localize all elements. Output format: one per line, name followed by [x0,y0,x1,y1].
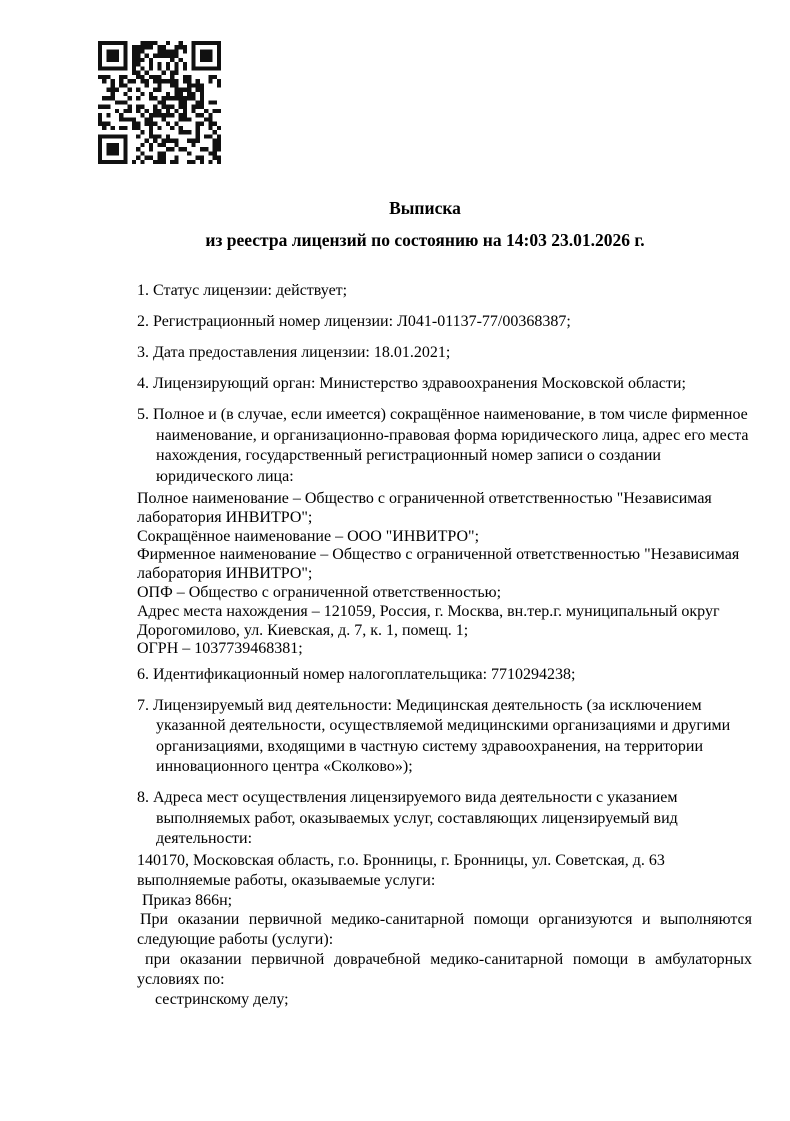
document-title: Выписка [389,198,461,218]
text-line: деятельности: [156,830,253,848]
document-body [137,0,752,1009]
text-line: лаборатория ИНВИТРО"; [137,565,313,583]
text-line: условиях по: [137,970,225,988]
text-line: указанной деятельности, осуществляемой медицинскими организациями и другими [156,717,731,735]
text-line: 1. Статус лицензии: действует; [137,282,348,299]
licensing-authority-item [137,374,752,395]
registration-number-item [137,312,752,333]
grant-date-item [137,343,752,364]
text-line: нахождения, государственный регистрационный номер записи о создании [156,447,661,464]
nursing-service: сестринскому делу; [155,990,289,1008]
activity-addresses-item [137,788,752,850]
text-line: 8. Адреса мест осуществления лицензируемого вида деятельности с указанием [137,789,678,807]
licensed-activity-item [137,696,752,778]
text-line: 2. Регистрационный номер лицензии: Л041-01137-77/00368387; [137,313,571,330]
text-line: Полное наименование – Общество с ограниченной ответственностью "Независимая [137,490,712,507]
primary-care-paragraph [137,910,752,950]
text-line: 5. Полное и (в случае, если имеется) сокращённое наименование, в том числе фирменное [137,406,748,423]
text-line: инновационного центра «Сколково»); [156,758,413,776]
text-line: юридического лица: [156,467,294,485]
text-line: Сокращённое наименование – ООО "ИНВИТРО"; [137,527,480,545]
text-line: 3. Дата предоставления лицензии: 18.01.2021; [137,344,451,361]
text-line: ОГРН – 1037739468381; [137,640,303,658]
text-line: Дорогомилово, ул. Киевская, д. 7, к. 1, помещ. 1; [137,621,469,639]
text-line: 6. Идентификационный номер налогоплательщика: 7710294238; [137,666,576,684]
text-line: следующие работы (услуги): [137,931,334,949]
organization-details [137,490,752,659]
text-line: 7. Лицензируемый вид деятельности: Медицинская деятельность (за исключением [137,696,702,714]
license-status-item [137,281,752,302]
order-866n: Приказ 866н; [142,891,233,909]
organization-names-item [137,405,752,487]
document-subtitle: из реестра лицензий по состоянию на 14:03 23.01.2026 г. [205,230,645,250]
text-line: Фирменное наименование – Общество с ограниченной ответственностью "Независимая [137,546,740,564]
text-line: Адрес места нахождения – 121059, Россия, г. Москва, вн.тер.г. муниципальный округ [137,602,720,620]
text-line: организациями, входящими в частную систему здравоохранения, на территории [156,737,704,755]
pre-medical-paragraph [137,950,752,990]
activity-address-section [137,851,752,1009]
text-line: 4. Лицензирующий орган: Министерство здравоохранения Московской области; [137,375,686,392]
text-line: При оказании первичной медико-санитарной помощи организуются и выполняются [140,911,752,929]
works-services-intro: выполняемые работы, оказываемые услуги: [137,871,436,889]
text-line: при оказании первичной доврачебной медико-санитарной помощи в амбулаторных [145,950,752,968]
activity-address: 140170, Московская область, г.о. Бронницы, г. Бронницы, ул. Советская, д. 63 [137,851,665,869]
tax-id-item [137,665,752,686]
text-line: выполняемых работ, оказываемых услуг, составляющих лицензируемый вид [156,809,678,827]
text-line: наименование, и организационно-правовая форма юридического лица, адрес его места [156,426,749,444]
text-line: ОПФ – Общество с ограниченной ответственностью; [137,583,502,601]
text-line: лаборатория ИНВИТРО"; [137,508,313,526]
